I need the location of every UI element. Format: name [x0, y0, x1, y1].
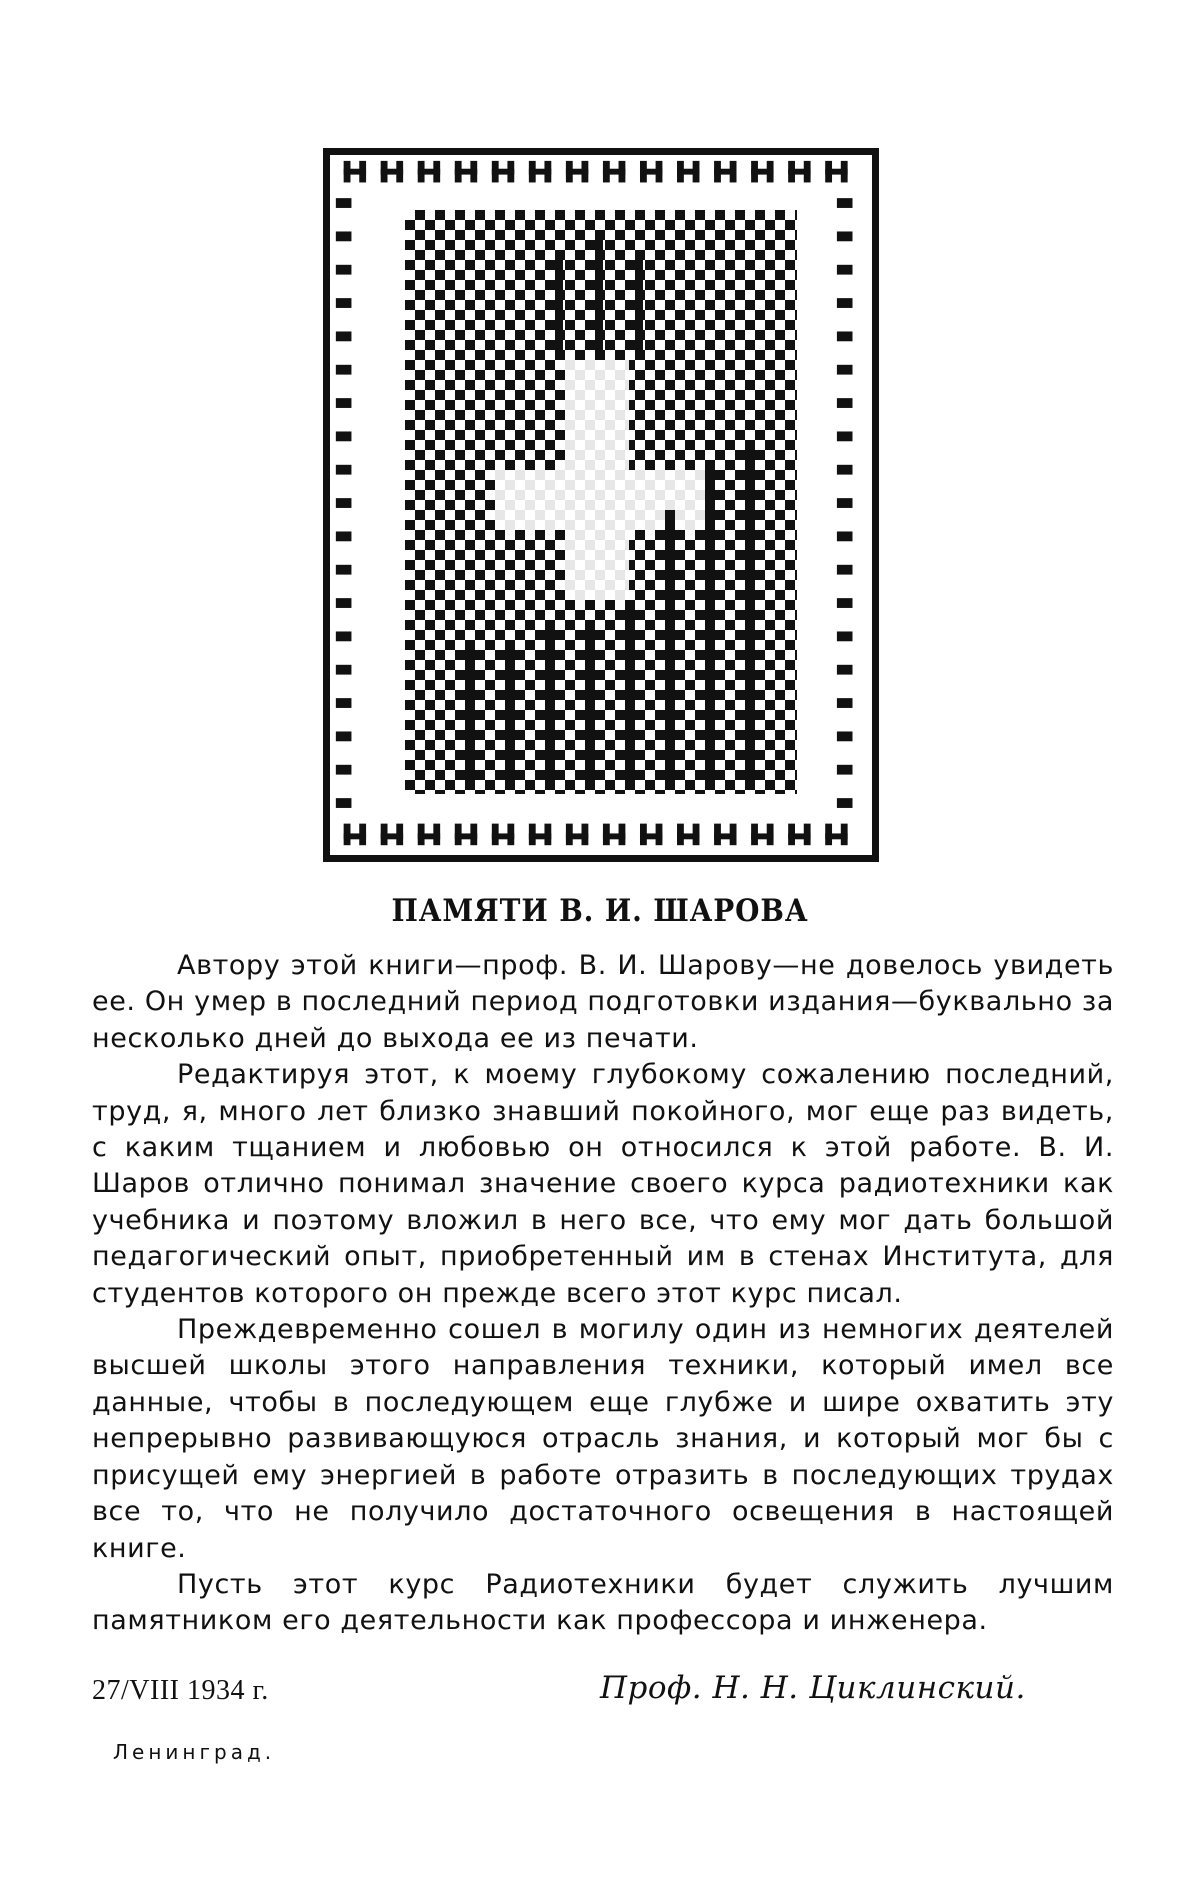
signature: Проф. Н. Н. Циклинский.	[600, 1670, 1026, 1706]
memorial-ornament	[323, 148, 879, 862]
date: 27/VIII 1934 г.	[92, 1675, 269, 1706]
paragraph: Автору этой книги—проф. В. И. Шарову—не довелось увидеть ее. Он умер в последний период подготовки издания—буквально за несколько дней до выхода ее из печати.	[92, 950, 1114, 1054]
ornament-checker-field	[405, 210, 797, 794]
paragraph: Преждевременно сошел в могилу один из немногих деятелей высшей школы этого направления техники, который имел все данные, чтобы в последующем еще глубже и шире охватить эту непрерывно развивающуюся отрасль знания, и который мог бы с присущей ему энергией в работе отразить в последующих трудах все то, что не получило достаточного освещения в настоящей книге.	[92, 1314, 1114, 1564]
paragraph: Пусть этот курс Радиотехники будет служить лучшим памятником его деятельности как профессора и инженера.	[92, 1568, 1114, 1637]
page-title: ПАМЯТИ В. И. ШАРОВА	[391, 893, 809, 929]
ornament-cross-motif	[405, 210, 797, 794]
memorial-text	[92, 948, 1114, 1640]
paragraph: Редактируя этот, к моему глубокому сожалению последний, труд, я, много лет близко знавший покойного, мог еще раз видеть, с каким тщанием и любовью он относился к этой работе. В. И. Шаров отлично понимал значение своего курса радиотехники как учебника и поэтому вложил в него все, что ему мог дать большой педагогический опыт, приобретенный им в стенах Института, для студентов которого он прежде всего этот курс писал.	[92, 1059, 1114, 1309]
place-name: Ленинград.	[113, 1740, 276, 1764]
